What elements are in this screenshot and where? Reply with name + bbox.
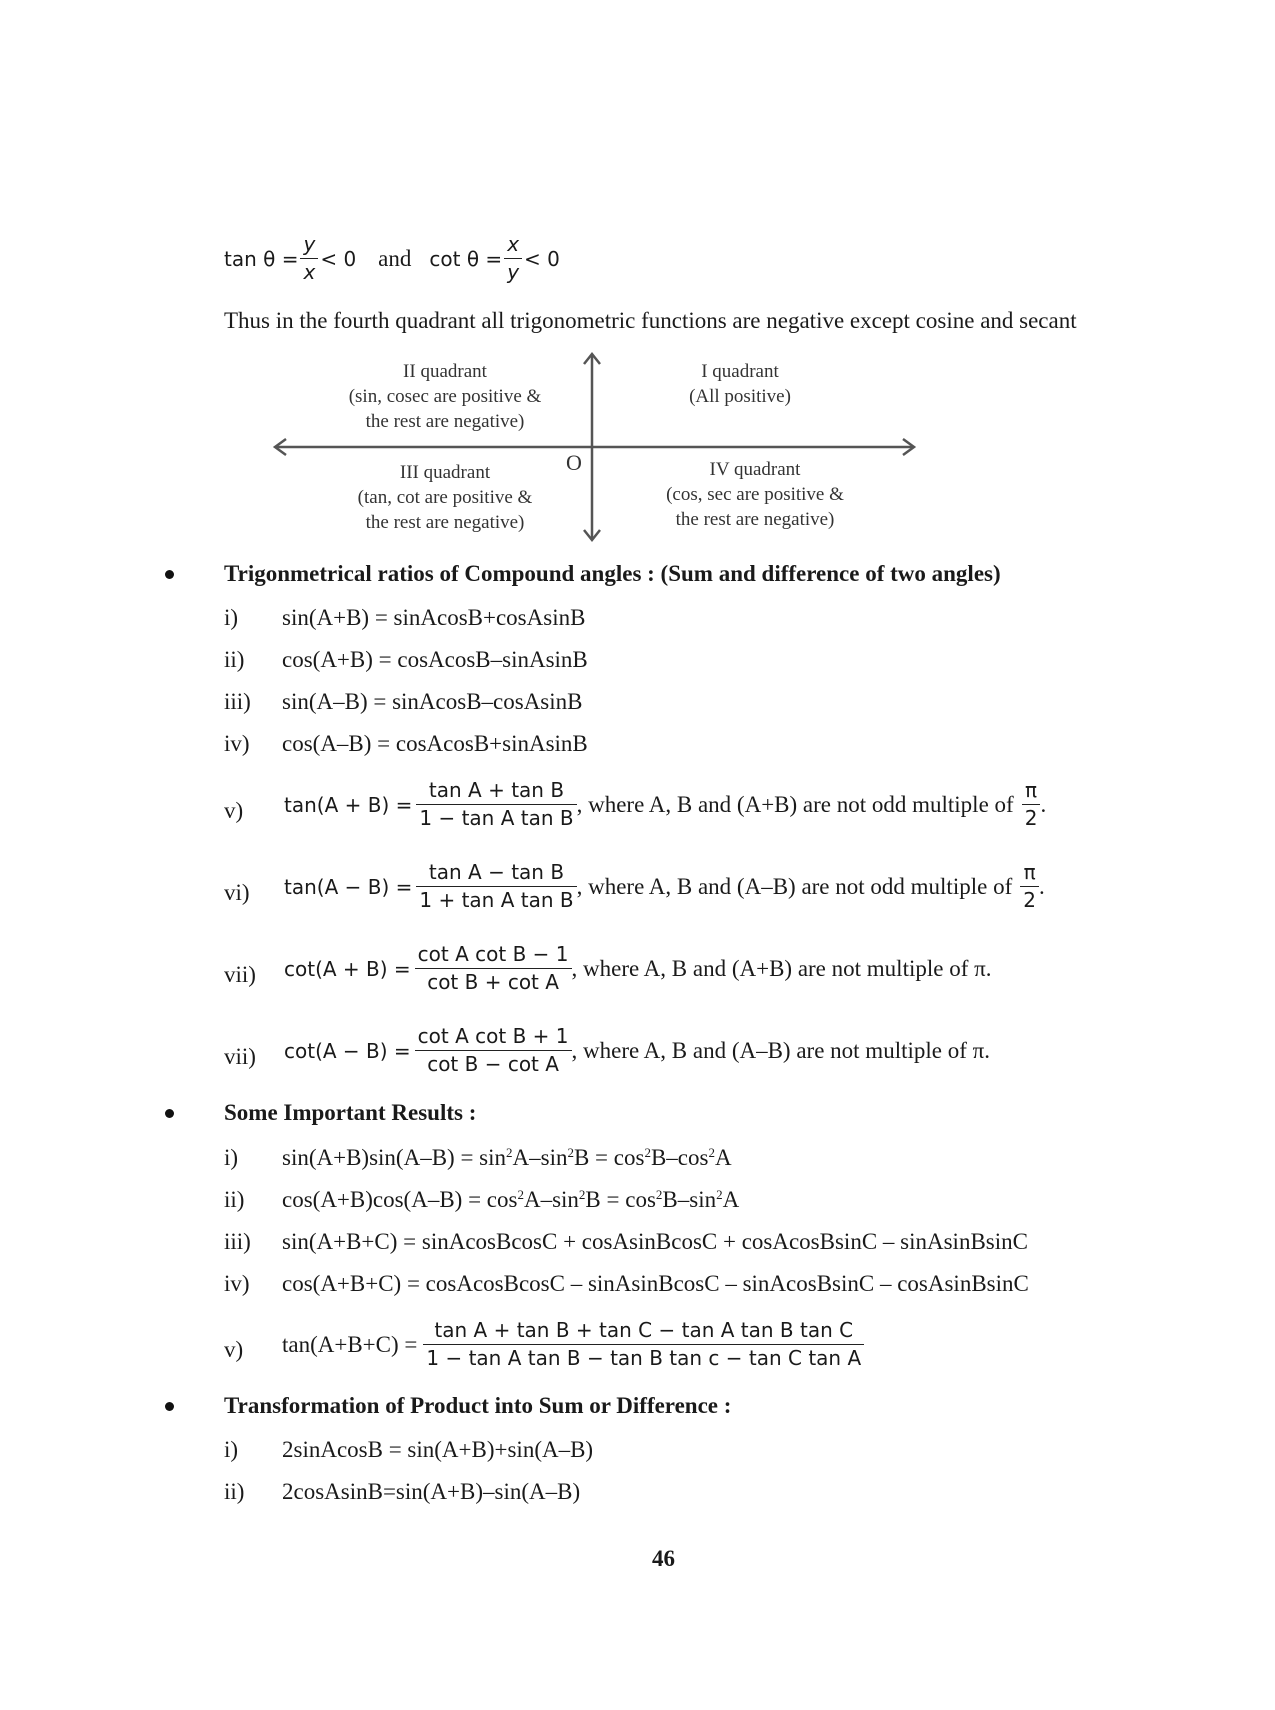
formula-2sinacosb: 2sinAcosB = sin(A+B)+sin(A–B) [282,1437,594,1462]
list-label: i) [224,605,239,630]
tan-fraction: $\frac{y}{x}$ [300,232,318,285]
formula-sin-triple: sin(A+B+C) = sinAcosBcosC + cosAsinBcosC + cosAcosBsinC – sinAsinBsinC [282,1229,1028,1254]
list-label: iii) [224,1229,251,1254]
list-label: vii) [224,962,256,987]
list-label: ii) [224,647,245,672]
and-word: and [378,245,412,271]
list-label: ii) [224,1479,245,1504]
list-label: vi) [224,880,250,905]
list-label: iv) [224,1271,250,1296]
cot-fraction: $\frac{x}{y}$ [504,232,522,285]
list-label: ii) [224,1187,245,1212]
formula-cos-diff: cos(A–B) = cosAcosB+sinAsinB [282,731,588,756]
cot-lhs: cot θ = [429,246,503,271]
formula-tan-sum: tan(A + B) = $\frac{\text{tan A + tan B}}{\text{1 − tan A tan B}}$ , where A, B and (A+B) are not odd multiple of $\frac{\pi}{2}$ . [284,778,1047,830]
section-heading-compound-angles: Trigonmetrical ratios of Compound angles : (Sum and difference of two angles) [224,561,1001,586]
tan-lhs: tan θ = [224,246,299,271]
tan-rhs: < 0 [320,246,357,271]
cot-rhs: < 0 [524,246,560,271]
quadrant-iv-label: IV quadrant (cos, sec are positive & the rest are negative) [666,459,844,530]
list-label: iv) [224,731,250,756]
formula-sin-sum: sin(A+B) = sinAcosB+cosAsinB [282,605,586,630]
list-label: iii) [224,689,251,714]
section-heading-important-results: Some Important Results : [224,1100,477,1125]
formula-cot-diff: cot(A − B) = $\frac{\text{cot A cot B + 1}}{\text{cot B − cot A}}$ , where A, B and (A–B) are not multiple of π. [284,1024,990,1076]
tan-cot-formula [224,232,560,285]
page-number: 46 [652,1546,675,1571]
quadrant-ii-label: II quadrant (sin, cosec are positive & the rest are negative) [348,361,542,432]
formula-tan-triple: tan(A+B+C) = $\frac{\text{tan A + tan B + tan C − tan A tan B tan C}}{\text{1 − tan A tan B − tan B tan c − tan C tan A}}$ [282,1318,864,1371]
quadrant-iii-label: III quadrant (tan, cot are positive & the rest are negative) [357,462,533,533]
section-heading-product-to-sum: Transformation of Product into Sum or Difference : [224,1393,732,1418]
formula-2cosasinb: 2cosAsinB=sin(A+B)–sin(A–B) [282,1479,581,1504]
list-label: v) [224,1337,244,1362]
list-label: i) [224,1437,239,1462]
list-label: vii) [224,1044,256,1069]
fourth-quadrant-text: Thus in the fourth quadrant all trigonometric functions are negative except cosine and secant [224,308,1077,333]
bullet [165,570,174,579]
formula-cos-product: $\cos(A+B)\cos(A-B) = \cos^2A-\sin^2B = \cos^2B-\sin^2A$ [282,1187,740,1212]
quadrant-origin: O [566,450,582,475]
formula-tan-diff: tan(A − B) = $\frac{\text{tan A − tan B}}{\text{1 + tan A tan B}}$ , where A, B and (A–B) are not odd multiple of $\frac{\pi}{2}$ . [284,860,1045,912]
quadrant-i-label: I quadrant (All positive) [689,361,791,407]
bullet [165,1402,174,1411]
formula-cot-sum: cot(A + B) = $\frac{\text{cot A cot B − 1}}{\text{cot B + cot A}}$ , where A, B and (A+B) are not multiple of π. [284,942,992,994]
formula-cos-triple: cos(A+B+C) = cosAcosBcosC – sinAsinBcosC – sinAcosBsinC – cosAsinBsinC [282,1271,1029,1296]
bullet [165,1109,174,1118]
formula-sin-diff: sin(A–B) = sinAcosB–cosAsinB [282,689,583,714]
list-label: i) [224,1145,239,1170]
formula-cos-sum: cos(A+B) = cosAcosB–sinAsinB [282,647,588,672]
list-label: v) [224,798,244,823]
formula-sin-product: $\sin(A+B)\sin(A-B) = \sin^2A-\sin^2B = \cos^2B-\cos^2A$ [282,1145,732,1170]
